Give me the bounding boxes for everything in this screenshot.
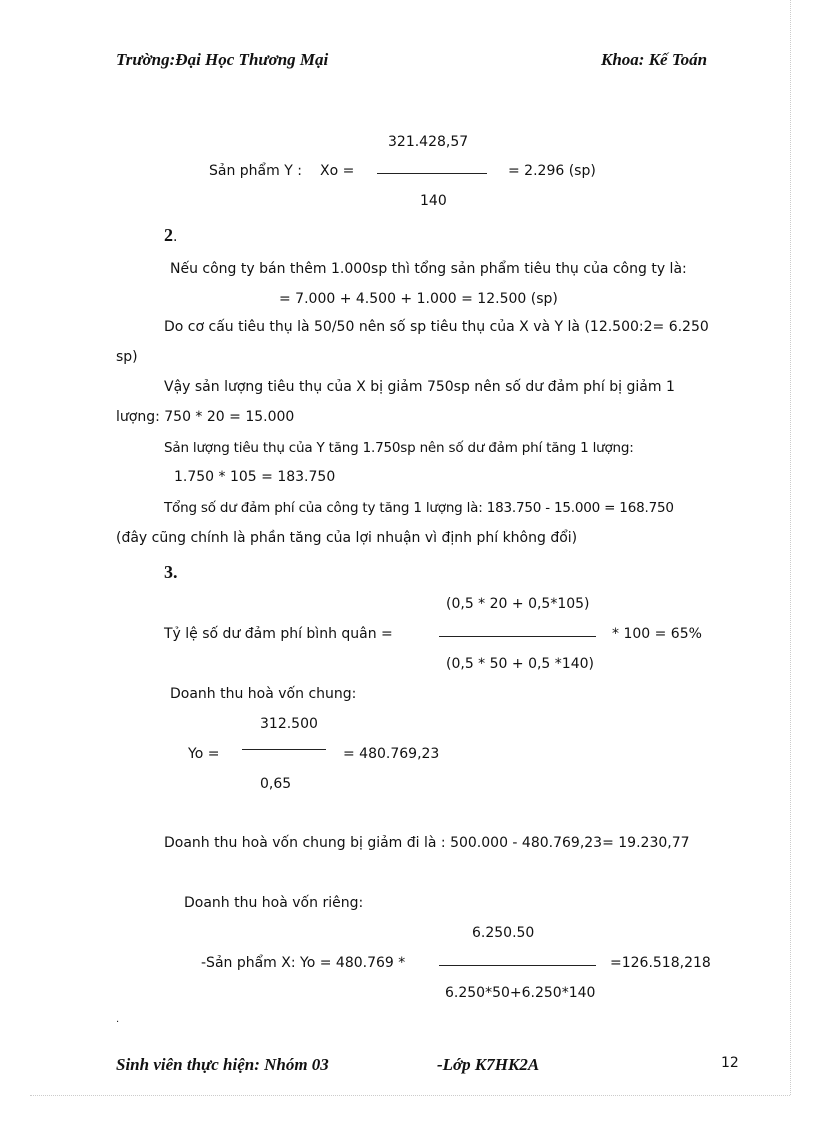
formula-y-fraction-bar (377, 173, 487, 174)
header-school: Trường:Đại Học Thương Mại (116, 50, 329, 69)
section-2-p2-line1: Vậy sản lượng tiêu thụ của X bị giảm 750sp nên số dư đảm phí bị giảm 1 (164, 379, 675, 395)
formula-y-numerator: 321.428,57 (388, 134, 469, 150)
section-3-heading: 3. (164, 562, 178, 582)
formula-y-denominator: 140 (420, 193, 447, 209)
ratio-numerator: (0,5 * 20 + 0,5*105) (446, 596, 590, 612)
stray-dot: . (116, 1014, 120, 1025)
yo-lhs: Yo = (188, 746, 220, 762)
section-2-p2-line2: lượng: 750 * 20 = 15.000 (116, 409, 295, 425)
formula-y-result: = 2.296 (sp) (508, 163, 596, 179)
yo-numerator: 312.500 (260, 716, 318, 732)
yo-fraction-bar (242, 749, 326, 750)
footer-class: -Lớp K7HK2A (437, 1055, 540, 1074)
separate-breakeven-label: Doanh thu hoà vốn riêng: (184, 895, 364, 911)
formula-y-lhs: Xo = (320, 163, 355, 179)
formula-y-label: Sản phẩm Y : (209, 163, 302, 179)
page-number: 12 (721, 1055, 739, 1071)
section-2-total: = 7.000 + 4.500 + 1.000 = 12.500 (sp) (279, 291, 558, 307)
x-result: =126.518,218 (610, 955, 711, 971)
section-2-p1-line1: Do cơ cấu tiêu thụ là 50/50 nên số sp tiêu thụ của X và Y là (12.500:2= 6.250 (164, 319, 709, 335)
section-2-p3-line2: 1.750 * 105 = 183.750 (174, 469, 336, 485)
ratio-label: Tỷ lệ số dư đảm phí bình quân = (164, 626, 393, 642)
section-2-p4-line2: (đây cũng chính là phần tăng của lợi nhuận vì định phí không đổi) (116, 530, 578, 546)
x-fraction-bar (439, 965, 596, 966)
yo-result: = 480.769,23 (343, 746, 440, 762)
ratio-fraction-bar (439, 636, 596, 637)
ratio-result: * 100 = 65% (612, 626, 702, 642)
x-label: -Sản phẩm X: Yo = 480.769 * (201, 955, 406, 971)
page-right-border (790, 0, 791, 1095)
section-2-p4-line1: Tổng số dư đảm phí của công ty tăng 1 lượng là: 183.750 - 15.000 = 168.750 (164, 500, 674, 516)
header-faculty: Khoa: Kế Toán (601, 50, 708, 69)
section-2-p3-line1: Sản lượng tiêu thụ của Y tăng 1.750sp nên số dư đảm phí tăng 1 lượng: (164, 440, 634, 456)
yo-denominator: 0,65 (260, 776, 292, 792)
x-numerator: 6.250.50 (472, 925, 535, 941)
section-2-p1-line2: sp) (116, 349, 138, 365)
common-breakeven-label: Doanh thu hoà vốn chung: (170, 686, 357, 702)
x-denominator: 6.250*50+6.250*140 (445, 985, 596, 1001)
footer-student: Sinh viên thực hiện: Nhóm 03 (116, 1055, 329, 1074)
page-bottom-border (30, 1095, 790, 1096)
section-2-intro: Nếu công ty bán thêm 1.000sp thì tổng sản phẩm tiêu thụ của công ty là: (170, 261, 687, 277)
section-2-heading: 2. (164, 225, 178, 245)
common-breakeven-decrease: Doanh thu hoà vốn chung bị giảm đi là : 500.000 - 480.769,23= 19.230,77 (164, 835, 690, 851)
ratio-denominator: (0,5 * 50 + 0,5 *140) (446, 656, 594, 672)
